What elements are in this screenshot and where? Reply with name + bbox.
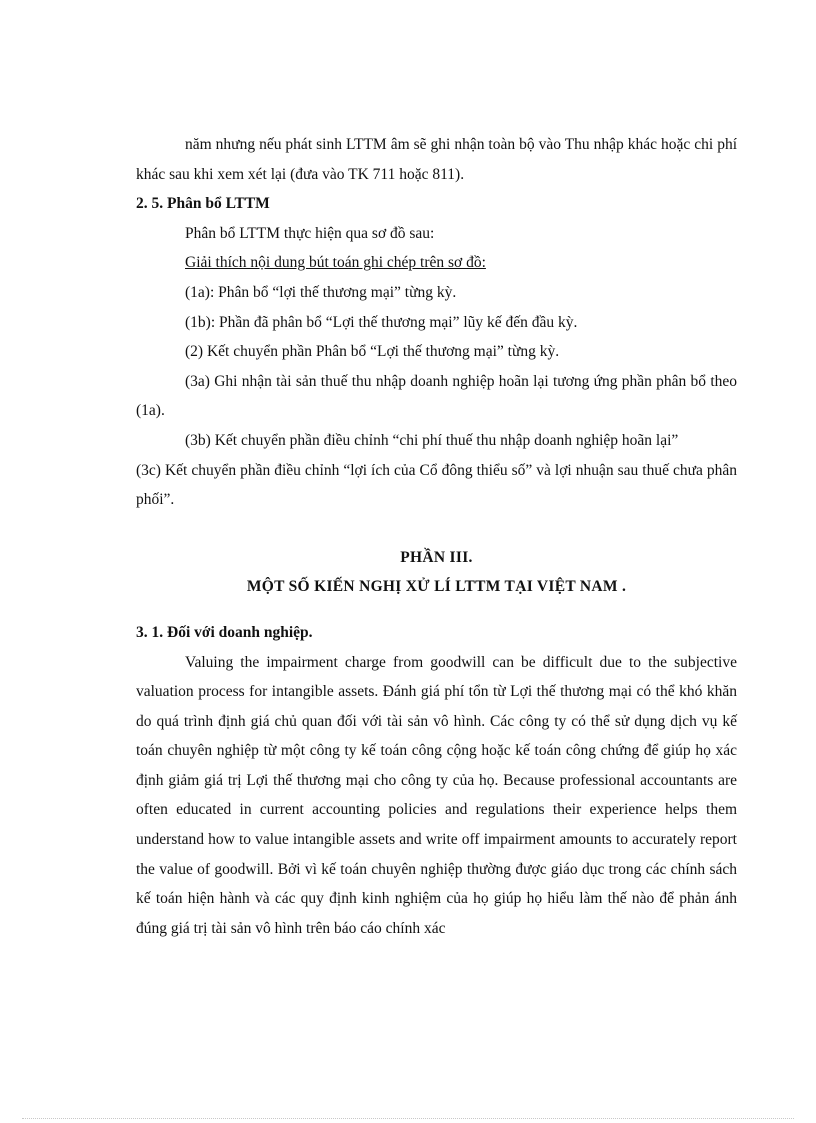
heading-3-1: 3. 1. Đối với doanh nghiệp.: [136, 623, 313, 641]
part-subtitle: MỘT SỐ KIẾN NGHỊ XỬ LÍ LTTM TẠI VIỆT NAM .: [246, 578, 627, 596]
paragraph-3c: (3c) Kết chuyển phần điều chỉnh “lợi ích của Cổ đông thiểu số” và lợi nhuận sau thuế chưa phân phối”.: [136, 461, 737, 509]
paragraph-3-1: Valuing the impairment charge from goodwill can be difficult due to the subjective valuation process for intangible assets. Đánh giá phí tổn từ Lợi thế thương mại có thể khó khăn do quá trình định giá chủ quan đối với tài sản vô hình. Các công ty có thể sử dụng dịch vụ kế toán chuyên nghiệp từ một công ty kế toán công cộng hoặc kế toán công chứng để giúp họ xác định giảm giá trị Lợi thế thương mại cho công ty của họ. Because professional accountants are often educated in current accounting policies and regulations their experience helps them understand how to value intangible assets and write off impairment amounts to accurately report the value of goodwill. Bởi vì kế toán chuyên nghiệp thường được giáo dục trong các chính sách kế toán hiện hành và các quy định kinh nghiệm của họ giúp họ hiểu làm thế nào để phản ánh đúng giá trị tài sản vô hình trên báo cáo chính xác: [136, 653, 737, 937]
paragraph-so-do: Phân bổ LTTM thực hiện qua sơ đồ sau:: [185, 224, 435, 242]
part-title: PHẦN III.: [400, 548, 473, 566]
paragraph-giai-thich: Giải thích nội dung bút toán ghi chép trên sơ đồ:: [185, 254, 486, 272]
paragraph-1b: (1b): Phần đã phân bổ “Lợi thế thương mại” lũy kế đến đầu kỳ.: [185, 313, 578, 331]
paragraph-intro: năm nhưng nếu phát sinh LTTM âm sẽ ghi nhận toàn bộ vào Thu nhập khác hoặc chi phí khác sau khi xem xét lại (đưa vào TK 711 hoặc 811).: [136, 136, 737, 183]
document-body: [136, 130, 737, 943]
spacer: [136, 515, 737, 543]
paragraph-1a: (1a): Phân bổ “lợi thế thương mại” từng kỳ.: [185, 283, 457, 301]
paragraph-3a: (3a) Ghi nhận tài sản thuế thu nhập doanh nghiệp hoãn lại tương ứng phần phân bổ theo (1a).: [136, 372, 737, 420]
paragraph-3b: (3b) Kết chuyển phần điều chỉnh “chi phí thuế thu nhập doanh nghiệp hoãn lại”: [185, 431, 679, 449]
page-edge-divider: [22, 1118, 794, 1119]
spacer: [136, 602, 737, 618]
heading-2-5: 2. 5. Phân bổ LTTM: [136, 195, 270, 213]
paragraph-2: (2) Kết chuyển phần Phân bổ “Lợi thế thương mại” từng kỳ.: [185, 343, 560, 361]
